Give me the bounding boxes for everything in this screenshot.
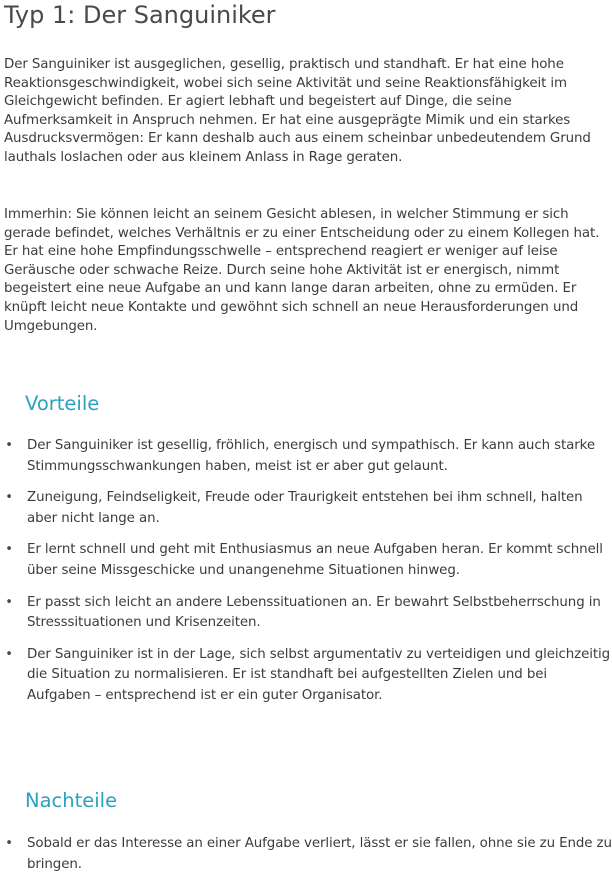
- list-item-text: Der Sanguiniker ist in der Lage, sich selbst argumentativ zu verteidigen und gleichzeitig die Situation zu normalisieren. Er ist standhaft bei aufgestellten Zielen und bei Aufgaben – entsprechend ist er ein guter Organisator.: [27, 646, 611, 703]
- nachteile-list: [0, 834, 612, 886]
- second-paragraph: Immerhin: Sie können leicht an seinem Gesicht ablesen, in welcher Stimmung er sich gerade befindet, welches Verhältnis er zu einer Entscheidung oder zu einem Kollegen hat. Er hat eine hohe Empfindungsschwelle – entsprechend reagiert er weniger auf leise Geräusche oder schwache Reize. Durch seine hohe Aktivität ist er energisch, nimmt begeistert eine neue Aufgabe an und kann lange daran arbeiten, ohne zu ermüden. Er knüpft leicht neue Kontakte und gewöhnt sich schnell an neue Herausforderungen und Umgebungen.: [4, 207, 600, 334]
- bullet-icon: •: [5, 438, 13, 453]
- bullet-icon: •: [5, 542, 13, 558]
- vorteile-list: [0, 436, 612, 718]
- list-item-text: Er passt sich leicht an andere Lebenssituationen an. Er bewahrt Selbstbeherrschung in Stresssituationen und Krisenzeiten.: [27, 594, 601, 631]
- list-item: [0, 645, 612, 707]
- list-item: [0, 540, 612, 581]
- list-item: [0, 488, 612, 529]
- intro-paragraph: Der Sanguiniker ist ausgeglichen, gesellig, praktisch und standhaft. Er hat eine hohe Reaktionsgeschwindigkeit, wobei sich seine Aktivität und seine Reaktionsfähigkeit im Gleichgewicht befinden. Er agiert lebhaft und begeistert auf Dinge, die seine Aufmerksamkeit in Anspruch nehmen. Er hat eine ausgeprägte Mimik und ein starkes Ausdrucksvermögen: Er kann deshalb auch aus einem scheinbar unbedeutendem Grund lauthals loslachen oder aus kleinem Anlass in Rage geraten.: [4, 57, 591, 165]
- list-item: [0, 593, 612, 634]
- list-item: [0, 436, 612, 477]
- bullet-icon: •: [5, 836, 13, 851]
- page-title: Typ 1: Der Sanguiniker: [4, 1, 276, 29]
- vorteile-heading: Vorteile: [25, 392, 100, 415]
- list-item-text: Zuneigung, Feindseligkeit, Freude oder Traurigkeit entstehen bei ihm schnell, halten aber nicht lange an.: [27, 490, 583, 526]
- bullet-icon: •: [5, 646, 13, 662]
- bullet-icon: •: [5, 490, 13, 506]
- list-item-text: Er lernt schnell und geht mit Enthusiasmus an neue Aufgaben heran. Er kommt schnell über seine Missgeschicke und unangenehme Situationen hinweg.: [27, 542, 603, 578]
- list-item: [0, 834, 612, 875]
- list-item-text: Der Sanguiniker ist gesellig, fröhlich, energisch und sympathisch. Er kann auch starke Stimmungsschwankungen haben, meist ist er aber gut gelaunt.: [27, 438, 595, 474]
- bullet-icon: •: [5, 594, 13, 610]
- nachteile-heading: Nachteile: [25, 789, 118, 812]
- list-item-text: Sobald er das Interesse an einer Aufgabe verliert, lässt er sie fallen, ohne sie zu Ende zu bringen.: [27, 836, 612, 872]
